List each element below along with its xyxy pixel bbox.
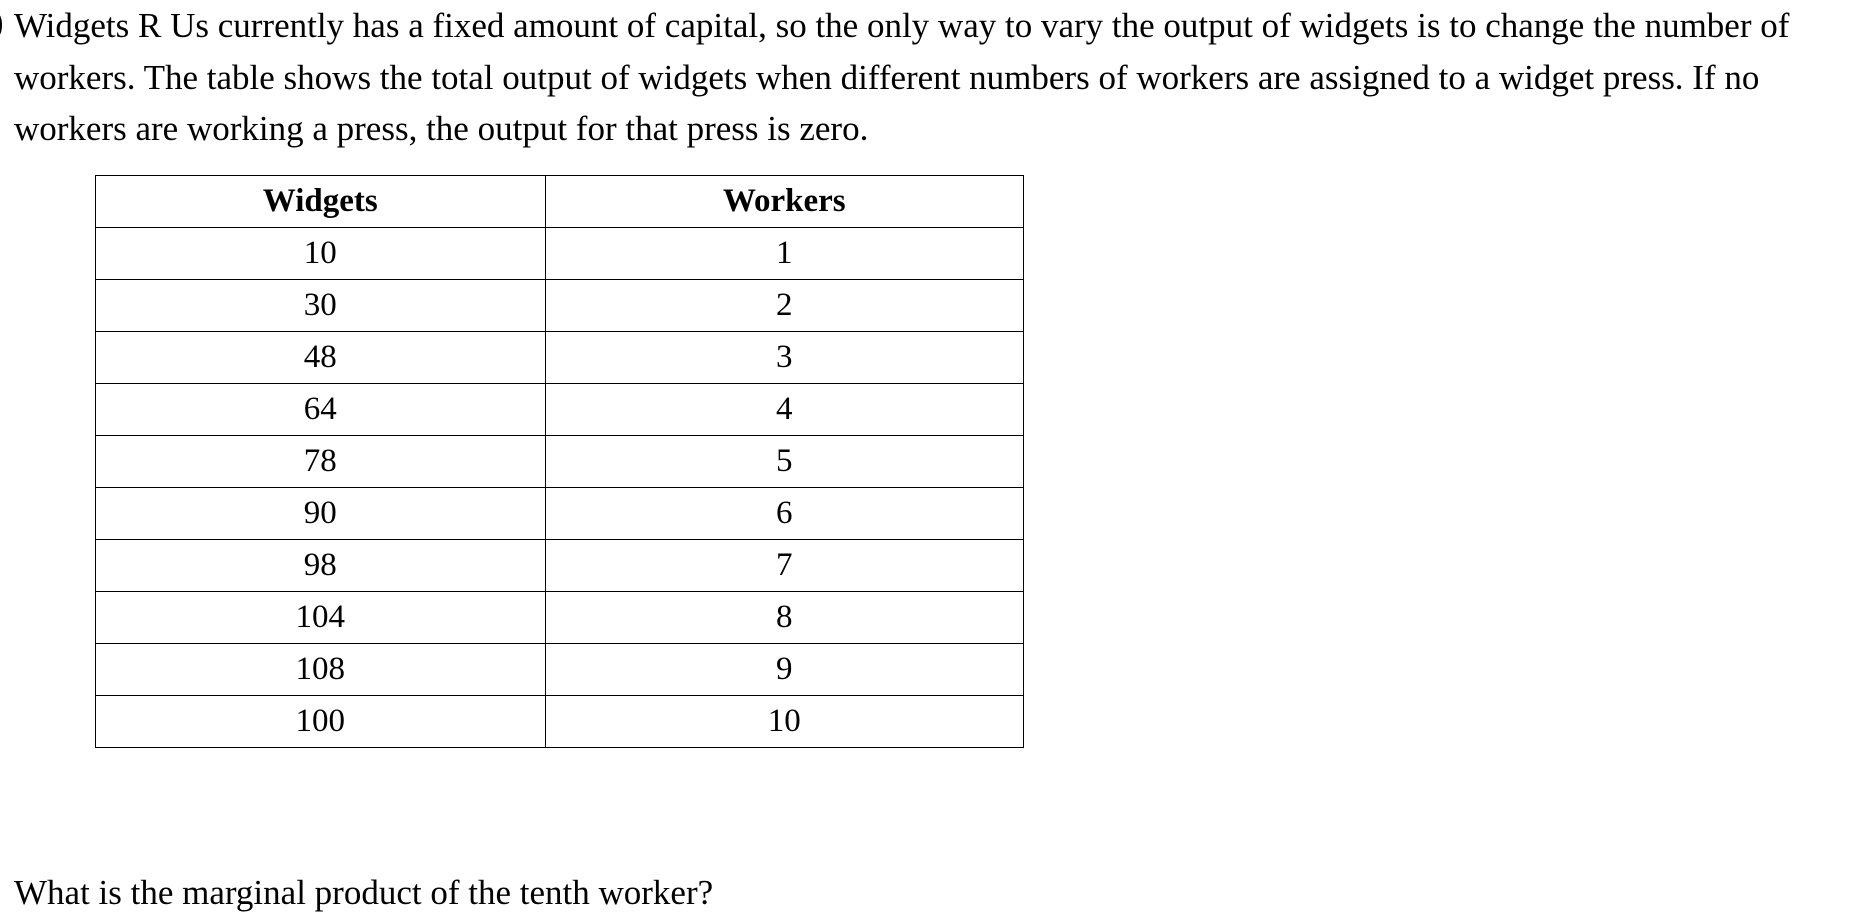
widgets-cell: 30 bbox=[96, 280, 546, 332]
header-workers: Workers bbox=[545, 176, 1024, 228]
table-row bbox=[96, 228, 1024, 280]
workers-cell: 7 bbox=[545, 540, 1024, 592]
question-intro-text: Widgets R Us currently has a fixed amount of capital, so the only way to vary the output of widgets is to change the number of workers. The table shows the total output of widgets when different numbers of workers are assigned to a widget press. If no workers are working a press, the output for that press is zero. bbox=[14, 6, 1790, 148]
table-header-row bbox=[96, 176, 1024, 228]
table-row bbox=[96, 540, 1024, 592]
table-row bbox=[96, 384, 1024, 436]
workers-cell: 1 bbox=[545, 228, 1024, 280]
widgets-cell: 100 bbox=[96, 696, 546, 748]
workers-cell: 4 bbox=[545, 384, 1024, 436]
widgets-cell: 10 bbox=[96, 228, 546, 280]
workers-cell: 3 bbox=[545, 332, 1024, 384]
table-row bbox=[96, 696, 1024, 748]
widgets-cell: 108 bbox=[96, 644, 546, 696]
widgets-cell: 64 bbox=[96, 384, 546, 436]
widgets-cell: 78 bbox=[96, 436, 546, 488]
table-row bbox=[96, 436, 1024, 488]
workers-cell: 9 bbox=[545, 644, 1024, 696]
workers-cell: 6 bbox=[545, 488, 1024, 540]
table-row bbox=[96, 488, 1024, 540]
bullet-marker bbox=[0, 14, 2, 36]
table-row bbox=[96, 332, 1024, 384]
widgets-cell: 48 bbox=[96, 332, 546, 384]
table-row bbox=[96, 280, 1024, 332]
table-row bbox=[96, 592, 1024, 644]
workers-cell: 10 bbox=[545, 696, 1024, 748]
table-row bbox=[96, 644, 1024, 696]
widgets-cell: 98 bbox=[96, 540, 546, 592]
question-prompt-text: What is the marginal product of the tenth worker? bbox=[14, 873, 714, 912]
widgets-workers-table bbox=[95, 175, 1024, 748]
header-widgets: Widgets bbox=[96, 176, 546, 228]
workers-cell: 5 bbox=[545, 436, 1024, 488]
workers-cell: 8 bbox=[545, 592, 1024, 644]
widgets-cell: 90 bbox=[96, 488, 546, 540]
widgets-cell: 104 bbox=[96, 592, 546, 644]
workers-cell: 2 bbox=[545, 280, 1024, 332]
